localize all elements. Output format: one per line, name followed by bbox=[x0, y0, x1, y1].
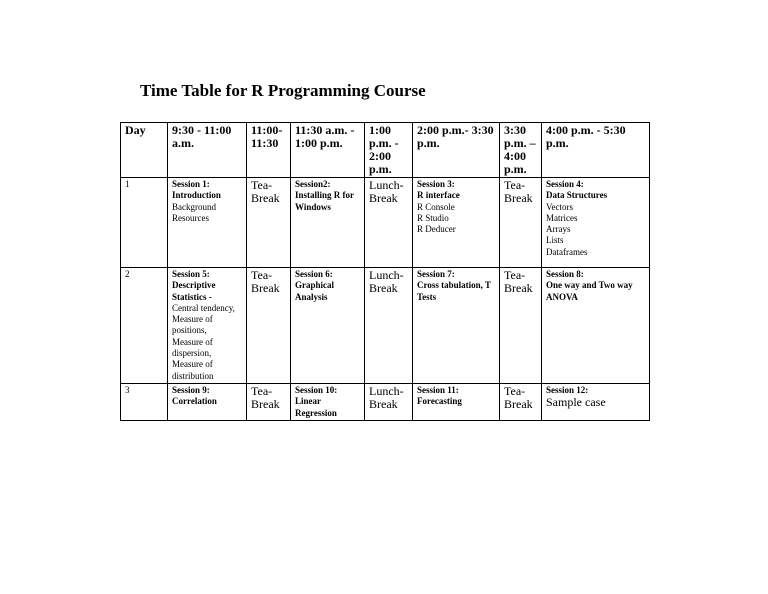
session-topic: Measure of dispersion, bbox=[172, 336, 213, 359]
session-label: Session 8: bbox=[546, 269, 584, 279]
lunch-break-cell: Lunch-Break bbox=[365, 178, 413, 268]
session-cell bbox=[413, 178, 500, 268]
timetable bbox=[120, 122, 650, 421]
header-cell-slot-3: 11:30 a.m. - 1:00 p.m. bbox=[291, 123, 365, 178]
session-title: Data Structures bbox=[546, 190, 608, 201]
tea-break-cell: Tea-Break bbox=[500, 383, 542, 420]
tea-break-cell: Tea-Break bbox=[500, 268, 542, 384]
session-topic: Central tendency, bbox=[172, 302, 235, 313]
session-title: R interface bbox=[417, 190, 460, 201]
session-cell bbox=[542, 268, 650, 384]
day-cell: 1 bbox=[121, 178, 168, 268]
session-label: Session 10: bbox=[295, 384, 338, 395]
table-row bbox=[121, 268, 650, 384]
session-cell bbox=[168, 178, 247, 268]
session-label: Session 9: bbox=[172, 384, 210, 395]
table-row bbox=[121, 178, 650, 268]
session-topic: R Console bbox=[417, 201, 455, 212]
page-title: Time Table for R Programming Course bbox=[140, 81, 426, 100]
session-topic: Measure of distribution bbox=[172, 359, 214, 381]
session-topic: R Deducer bbox=[417, 224, 456, 235]
header-cell-slot-2: 11:00-11:30 bbox=[247, 123, 291, 178]
session-topic: Arrays bbox=[546, 224, 571, 235]
session-title: Cross tabulation, T Tests bbox=[417, 280, 491, 302]
session-topic: Sample case bbox=[546, 395, 606, 410]
session-label: Session 4: bbox=[546, 179, 584, 189]
session-title: Forecasting bbox=[417, 396, 462, 407]
session-label: Session 11: bbox=[417, 384, 459, 395]
lunch-break-cell: Lunch-Break bbox=[365, 383, 413, 420]
tea-break-cell: Tea-Break bbox=[247, 178, 291, 268]
session-topic: Lists bbox=[546, 235, 564, 246]
session-title: Linear Regression bbox=[295, 396, 337, 418]
header-cell-day: Day bbox=[121, 123, 168, 178]
session-title: Installing R for Windows bbox=[295, 190, 354, 212]
session-topic: Background bbox=[172, 201, 216, 212]
session-topic: Matrices bbox=[546, 212, 578, 223]
session-cell bbox=[542, 178, 650, 268]
session-label: Session 6: bbox=[295, 269, 333, 279]
session-cell bbox=[291, 383, 365, 420]
session-label: Session 5: bbox=[172, 269, 210, 279]
session-label: Session2: bbox=[295, 179, 331, 189]
header-cell-slot-7: 4:00 p.m. - 5:30 p.m. bbox=[542, 123, 650, 178]
day-cell: 2 bbox=[121, 268, 168, 384]
session-title: Graphical Analysis bbox=[295, 280, 335, 302]
session-cell bbox=[413, 383, 500, 420]
session-title: Descriptive Statistics - bbox=[172, 280, 216, 302]
session-topic: R Studio bbox=[417, 212, 449, 223]
session-label: Session 12: bbox=[546, 384, 589, 395]
day-cell: 3 bbox=[121, 383, 168, 420]
session-title: Correlation bbox=[172, 396, 217, 407]
tea-break-cell: Tea-Break bbox=[247, 383, 291, 420]
session-cell bbox=[168, 268, 247, 384]
session-label: Session 3: bbox=[417, 179, 455, 189]
header-cell-slot-4: 1:00 p.m. - 2:00 p.m. bbox=[365, 123, 413, 178]
session-cell bbox=[542, 383, 650, 420]
session-label: Session 1: bbox=[172, 179, 210, 189]
session-cell bbox=[291, 268, 365, 384]
session-cell bbox=[413, 268, 500, 384]
lunch-break-cell: Lunch-Break bbox=[365, 268, 413, 384]
header-cell-slot-1: 9:30 - 11:00 a.m. bbox=[168, 123, 247, 178]
session-topic: Resources bbox=[172, 212, 209, 223]
session-cell bbox=[168, 383, 247, 420]
session-topic: Measure of positions, bbox=[172, 314, 213, 336]
tea-break-cell: Tea-Break bbox=[247, 268, 291, 384]
header-cell-slot-5: 2:00 p.m.- 3:30 p.m. bbox=[413, 123, 500, 178]
session-title: Introduction bbox=[172, 190, 221, 201]
session-topic: Dataframes bbox=[546, 246, 588, 257]
tea-break-cell: Tea-Break bbox=[500, 178, 542, 268]
session-title: One way and Two way ANOVA bbox=[546, 280, 633, 302]
table-row bbox=[121, 383, 650, 420]
header-row bbox=[121, 123, 650, 178]
session-topic: Vectors bbox=[546, 201, 573, 212]
header-cell-slot-6: 3:30 p.m. – 4:00 p.m. bbox=[500, 123, 542, 178]
session-cell bbox=[291, 178, 365, 268]
session-label: Session 7: bbox=[417, 269, 455, 279]
